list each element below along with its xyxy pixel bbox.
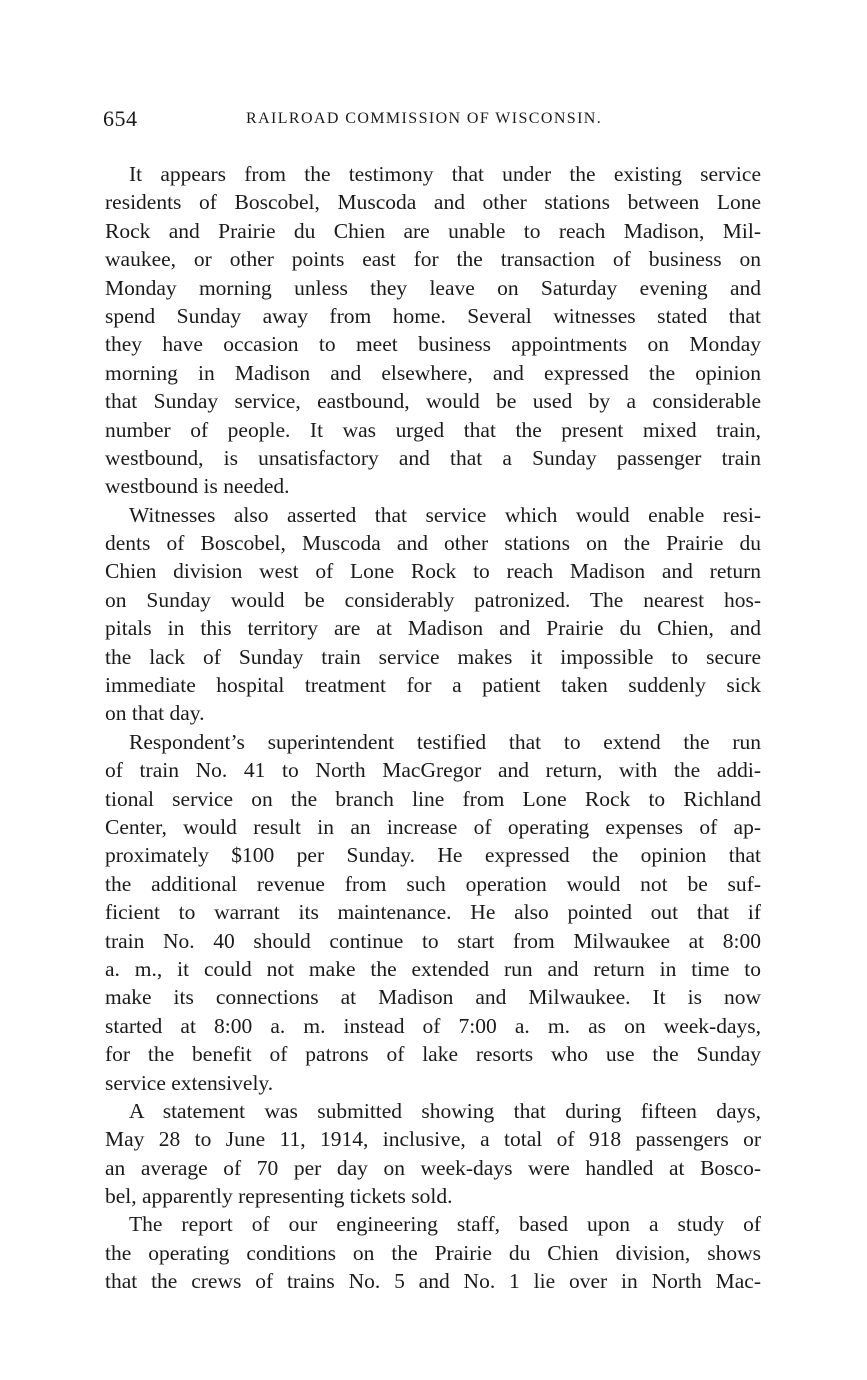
text-line: service extensively.	[105, 1070, 274, 1095]
text-line: A statement was submitted showing that during fifteen days,	[129, 1098, 761, 1123]
text-line: Witnesses also asserted that service which would enable resi-	[129, 502, 761, 527]
text-line: number of people. It was urged that the present mixed train,	[105, 417, 761, 442]
text-line: immediate hospital treatment for a patient taken suddenly sick	[105, 673, 761, 698]
text-line: of train No. 41 to North MacGregor and return, with the addi-	[105, 758, 761, 783]
page-number: 654	[103, 106, 138, 131]
paragraph-5	[105, 1210, 761, 1295]
text-line: the additional revenue from such operation would not be suf-	[105, 871, 761, 896]
text-line: a. m., it could not make the extended run and return in time to	[105, 956, 761, 981]
text-line: on Sunday would be considerably patronized. The nearest hos-	[105, 587, 761, 612]
text-line: the lack of Sunday train service makes it impossible to secure	[105, 644, 761, 669]
text-line: they have occasion to meet business appointments on Monday	[105, 332, 761, 357]
text-line: Center, would result in an increase of operating expenses of ap-	[105, 814, 761, 839]
text-line: the operating conditions on the Prairie du Chien division, shows	[105, 1240, 761, 1265]
text-line: that Sunday service, eastbound, would be used by a considerable	[105, 389, 761, 414]
text-line: waukee, or other points east for the transaction of business on	[105, 247, 761, 272]
text-line: proximately $100 per Sunday. He expressed the opinion that	[105, 843, 761, 868]
text-line: started at 8:00 a. m. instead of 7:00 a. m. as on week-days,	[105, 1013, 761, 1038]
text-line: westbound, is unsatisfactory and that a Sunday passenger train	[105, 445, 761, 470]
text-line: Chien division west of Lone Rock to reach Madison and return	[105, 559, 761, 584]
text-line: dents of Boscobel, Muscoda and other stations on the Prairie du	[105, 531, 761, 556]
text-line: for the benefit of patrons of lake resorts who use the Sunday	[105, 1042, 761, 1067]
paragraph-2	[105, 501, 761, 728]
text-line: tional service on the branch line from Lone Rock to Richland	[105, 786, 761, 811]
text-line: May 28 to June 11, 1914, inclusive, a total of 918 passengers or	[105, 1127, 761, 1152]
text-line: It appears from the testimony that under the existing service	[129, 162, 761, 186]
text-line: ficient to warrant its maintenance. He also pointed out that if	[105, 900, 761, 925]
text-line: that the crews of trains No. 5 and No. 1 lie over in North Mac-	[105, 1269, 761, 1294]
text-line: Respondent’s superintendent testified that to extend the run	[129, 729, 761, 754]
body-text	[105, 160, 761, 1296]
text-line: make its connections at Madison and Milwaukee. It is now	[105, 985, 761, 1010]
text-line: Rock and Prairie du Chien are unable to reach Madison, Mil-	[105, 218, 761, 243]
text-line: bel, apparently representing tickets sold.	[105, 1184, 453, 1209]
text-line: train No. 40 should continue to start from Milwaukee at 8:00	[105, 928, 761, 953]
text-line: The report of our engineering staff, based upon a study of	[129, 1212, 761, 1237]
text-line: spend Sunday away from home. Several witnesses stated that	[105, 303, 761, 328]
text-line: westbound is needed.	[105, 474, 290, 499]
text-line: an average of 70 per day on week-days were handled at Bosco-	[105, 1155, 761, 1180]
running-head	[103, 106, 763, 138]
text-line: pitals in this territory are at Madison and Prairie du Chien, and	[105, 616, 761, 641]
text-line: morning in Madison and elsewhere, and expressed the opinion	[105, 360, 761, 385]
paragraph-3	[105, 728, 761, 1097]
header-title: RAILROAD COMMISSION OF WISCONSIN.	[246, 110, 603, 127]
paragraph-1	[105, 160, 761, 501]
paragraph-4	[105, 1097, 761, 1211]
text-line: on that day.	[105, 701, 205, 726]
text-line: residents of Boscobel, Muscoda and other stations between Lone	[105, 190, 761, 215]
text-line: Monday morning unless they leave on Saturday evening and	[105, 275, 761, 300]
